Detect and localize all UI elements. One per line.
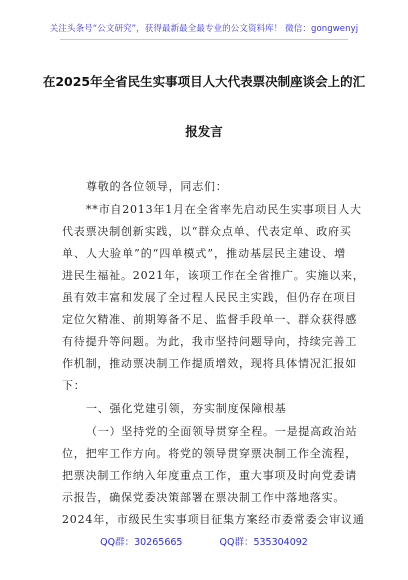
body-line: 虽有效丰富和发展了全过程人民民主实践，但仍存在项目 [62,291,357,304]
body-line: 作机制，推动票决制工作提质增效，现将具体情况汇报如 [62,357,357,370]
body-line: **市自2013年1月在全省率先启动民生实事项目人大 [86,203,362,216]
body-line: 定位欠精准、前期筹备不足、监督手段单一、群众获得感 [62,313,357,326]
body-line: 下： [62,379,86,392]
body-line: 示报告，确保党委决策部署在票决制工作中落地落实。 [62,491,346,504]
body-line: 单、人大验单”的“四单模式”，推动基层民主建设、增 [62,247,346,260]
salutation: 尊敬的各位领导，同志们： [86,180,228,193]
body-line: 进民生福祉。2021年，该项工作在全省推广。实施以来， [62,269,365,282]
document-title-line-1: 在2025年全省民生实事项目人大代表票决制座谈会上的汇 [42,74,366,89]
footer-contacts [0,534,408,548]
body-line: 把票决制工作纳入年度重点工作，重大事项及时向党委请 [62,469,357,482]
body-line: 位，把牢工作方向。将党的领导贯穿票决制工作全流程， [62,447,357,460]
section-heading: 一、强化党建引领，夯实制度保障根基 [86,402,287,415]
document-title-line-2: 报发言 [185,124,223,139]
subsection-heading-line: （一）坚持党的全面领导贯穿全程。一是提高政治站 [86,425,358,438]
footer-qq-group-2: QQ群：535304092 [219,537,308,548]
header-divider [60,39,348,40]
body-line: 代表票决制创新实践，以“群众点单、代表定单、政府买 [62,225,352,238]
footer-qq-group-1: QQ群：30265665 [100,537,183,548]
body-line: 有待提升等问题。为此，我市坚持问题导向，持续完善工 [62,335,357,348]
header-promo-note: 关注头条号“公文研究”，获得最新最全最专业的公文资料库！ 微信：gongwenyj [49,24,359,34]
body-line: 2024年，市级民生实事项目征集方案经市委常委会审议通 [62,513,365,526]
